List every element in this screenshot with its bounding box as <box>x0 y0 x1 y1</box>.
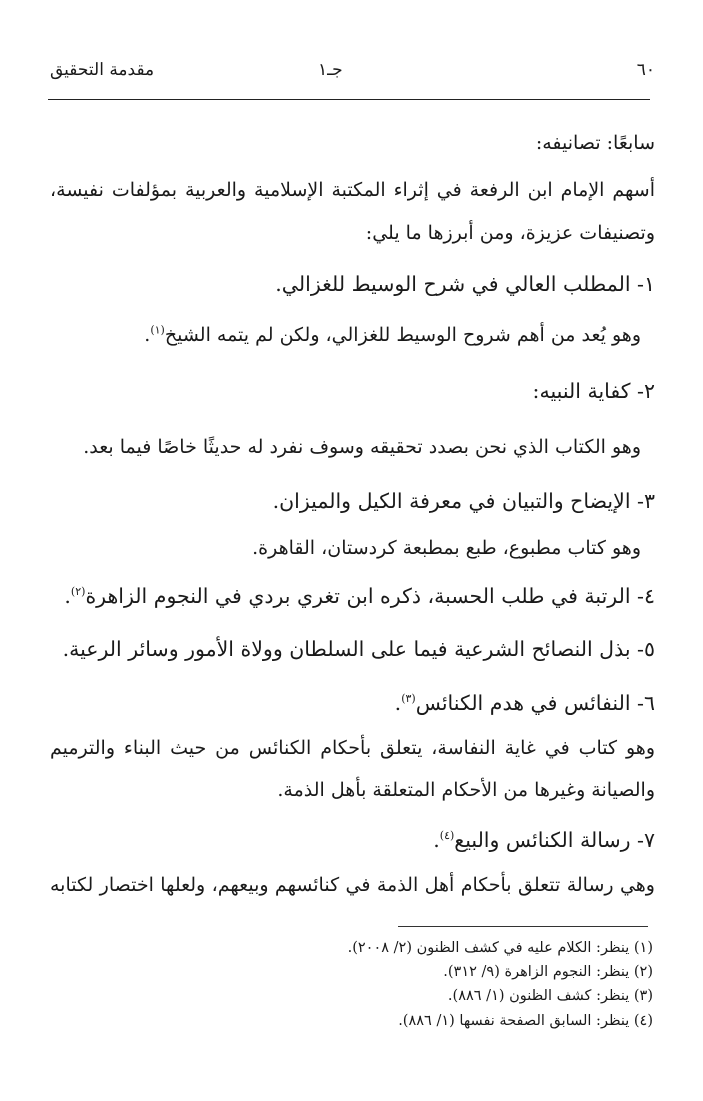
section-heading: سابعًا: تصانيفه: <box>535 132 655 154</box>
footnote-ref-4: (٤) <box>439 829 455 843</box>
footnote-4: (٤) ينظر: السابق الصفحة نفسها (١/ ٨٨٦). <box>398 1013 653 1029</box>
work-1-note-end: . <box>144 324 151 346</box>
header-divider <box>48 99 650 100</box>
work-5-title: ٥- بذل النصائح الشرعية فيما على السلطان وولاة الأمور وسائر الرعية. <box>62 637 655 661</box>
work-6-title-end: . <box>394 691 402 715</box>
work-2-note: وهو الكتاب الذي نحن بصدد تحقيقه وسوف نفرد له حديثًا خاصًا فيما بعد. <box>83 436 641 458</box>
footnote-ref-2: (٢) <box>70 585 86 599</box>
intro-line-2: وتصنيفات عزيزة، ومن أبرزها ما يلي: <box>365 222 655 244</box>
footnote-1: (١) ينظر: الكلام عليه في كشف الظنون (٢/ ٢٠٠٨). <box>347 940 653 956</box>
footnote-divider <box>398 926 648 927</box>
work-6-note-line-1: وهو كتاب في غاية النفاسة، يتعلق بأحكام الكنائس من حيث البناء والترميم <box>50 737 655 759</box>
work-1-title: ١- المطلب العالي في شرح الوسيط للغزالي. <box>275 272 655 296</box>
work-6-title-text: ٦- النفائس في هدم الكنائس <box>415 691 655 715</box>
running-title: مقدمة التحقيق <box>50 60 155 80</box>
footnote-ref-3: (٣) <box>401 692 416 706</box>
page-number: ٦٠ <box>636 60 655 80</box>
work-7-title-text: ٧- رسالة الكنائس والبيع <box>454 828 655 852</box>
work-3-title: ٣- الإيضاح والتبيان في معرفة الكيل والميزان. <box>272 489 655 513</box>
volume-label: جـ١ <box>318 60 343 80</box>
intro-line-1: أسهم الإمام ابن الرفعة في إثراء المكتبة الإسلامية والعربية بمؤلفات نفيسة، <box>50 179 655 201</box>
work-1-note-text: وهو يُعد من أهم شروح الوسيط للغزالي، ولكن لم يتمه الشيخ <box>164 324 641 346</box>
work-4-title-end: . <box>64 584 71 608</box>
work-7-note-line-1: وهي رسالة تتعلق بأحكام أهل الذمة في كنائسهم وبيعهم، ولعلها اختصار لكتابه <box>50 874 655 896</box>
work-7-title-end: . <box>433 828 440 852</box>
footnote-3: (٣) ينظر: كشف الظنون (١/ ٨٨٦). <box>447 988 653 1004</box>
work-2-title: ٢- كفاية النبيه: <box>532 379 655 403</box>
work-7-title <box>433 824 655 856</box>
work-4-title <box>64 580 655 612</box>
footnote-2: (٢) ينظر: النجوم الزاهرة (٩/ ٣١٢). <box>443 964 653 980</box>
work-4-title-text: ٤- الرتبة في طلب الحسبة، ذكره ابن تغري بردي في النجوم الزاهرة <box>85 584 655 608</box>
work-3-note: وهو كتاب مطبوع، طبع بمطبعة كردستان، القاهرة. <box>252 537 641 559</box>
work-1-note <box>144 320 641 350</box>
footnote-ref-1: (١) <box>150 323 165 337</box>
work-6-note-line-2: والصيانة وغيرها من الأحكام المتعلقة بأهل الذمة. <box>277 779 655 801</box>
work-6-title <box>395 687 655 719</box>
